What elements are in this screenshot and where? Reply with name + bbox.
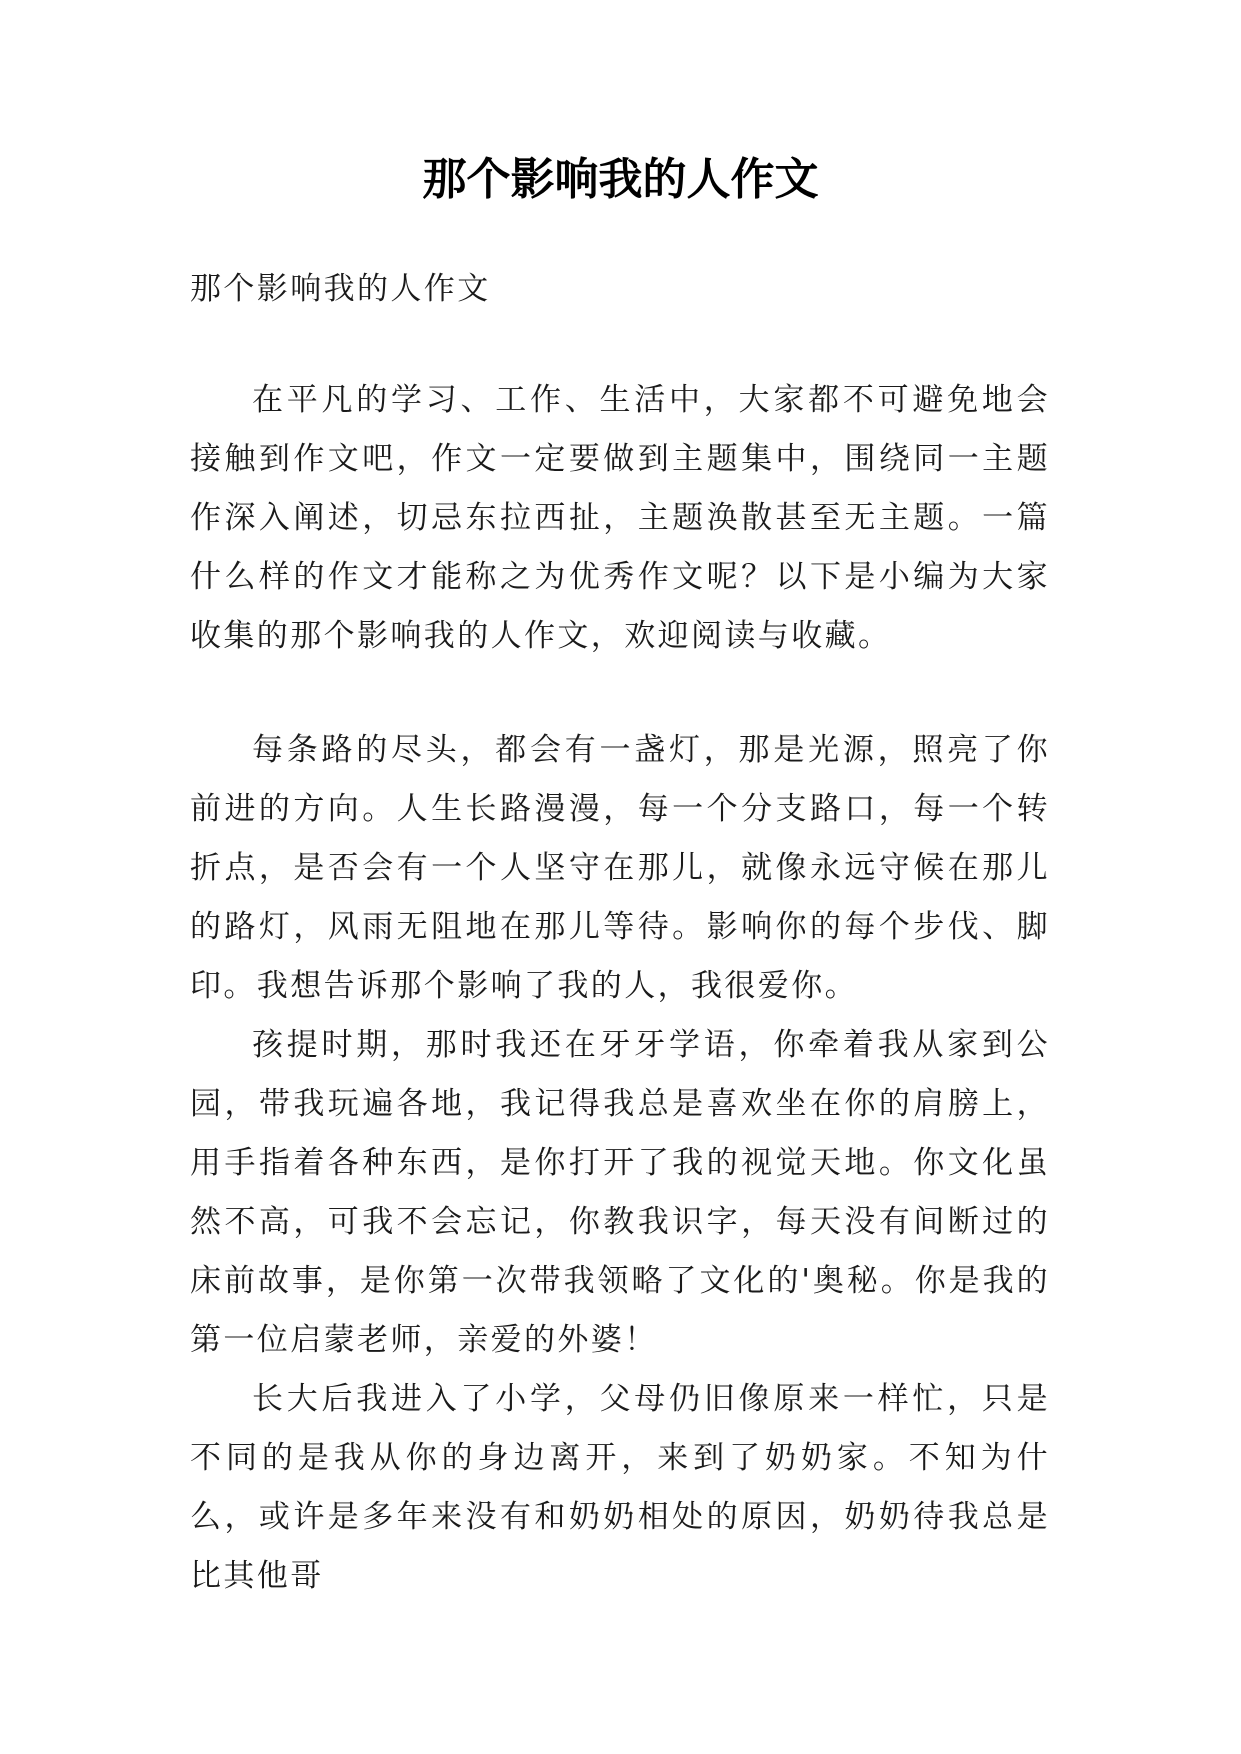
document-body [190, 260, 1050, 1606]
intro-paragraph: 在平凡的学习、工作、生活中，大家都不可避免地会接触到作文吧，作文一定要做到主题集中，围绕同一主题作深入阐述，切忌东拉西扯，主题涣散甚至无主题。一篇什么样的作文才能称之为优秀作文呢？以下是小编为大家收集的那个影响我的人作文，欢迎阅读与收藏。 [190, 382, 1050, 654]
body-paragraph: 每条路的尽头，都会有一盏灯，那是光源，照亮了你前进的方向。人生长路漫漫，每一个分支路口，每一个转折点，是否会有一个人坚守在那儿，就像永远守候在那儿的路灯，风雨无阻地在那儿等待。影响你的每个步伐、脚印。我想告诉那个影响了我的人，我很爱你。 [190, 732, 1050, 1004]
document-subtitle: 那个影响我的人作文 [190, 271, 491, 307]
body-paragraph: 孩提时期，那时我还在牙牙学语，你牵着我从家到公园，带我玩遍各地，我记得我总是喜欢坐在你的肩膀上，用手指着各种东西，是你打开了我的视觉天地。你文化虽然不高，可我不会忘记，你教我识字，每天没有间断过的床前故事，是你第一次带我领略了文化的'奥秘。你是我的第一位启蒙老师，亲爱的外婆！ [190, 1027, 1050, 1358]
body-paragraph: 长大后我进入了小学，父母仍旧像原来一样忙，只是不同的是我从你的身边离开，来到了奶奶家。不知为什么，或许是多年来没有和奶奶相处的原因，奶奶待我总是比其他哥 [190, 1381, 1050, 1594]
document-title: 那个影响我的人作文 [422, 154, 819, 205]
